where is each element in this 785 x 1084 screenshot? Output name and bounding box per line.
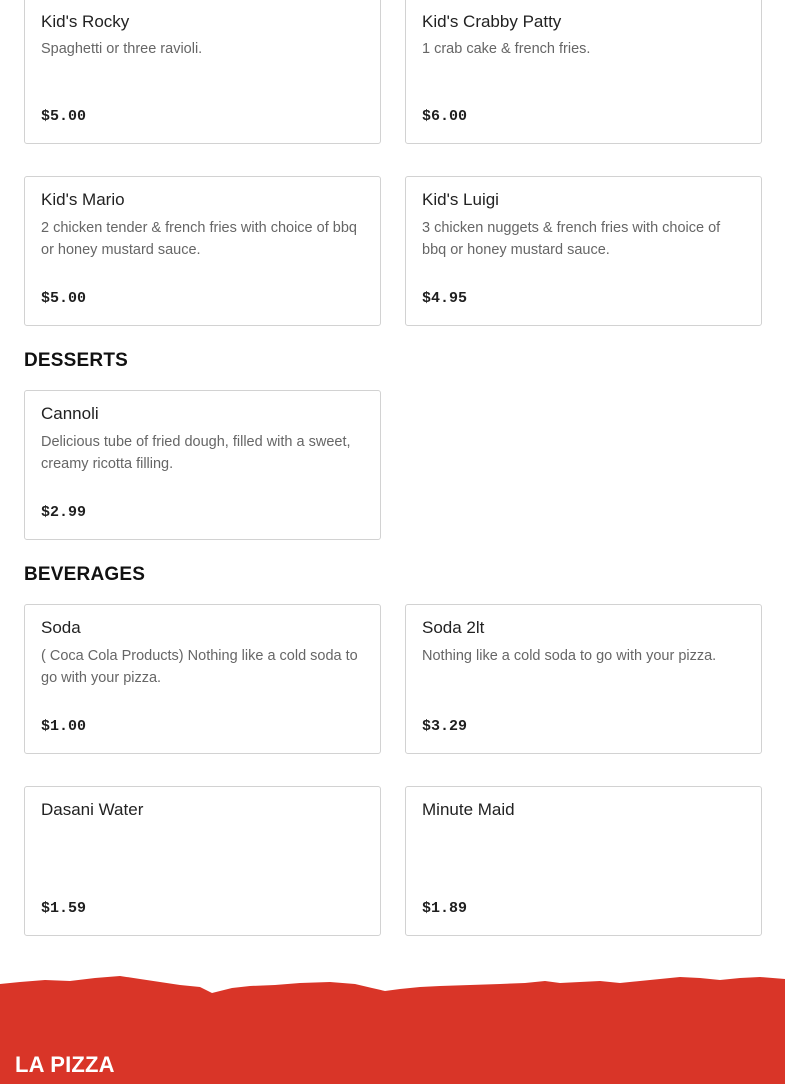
menu-item-card[interactable] bbox=[405, 176, 762, 326]
menu-item-card[interactable] bbox=[405, 786, 762, 936]
menu-item-name: Soda bbox=[41, 618, 81, 637]
section-title-desserts: DESSERTS bbox=[24, 350, 129, 371]
menu-item-card[interactable] bbox=[405, 0, 762, 144]
torn-edge-background bbox=[0, 968, 785, 1084]
menu-item-price: $1.00 bbox=[41, 718, 87, 735]
menu-item-price: $4.95 bbox=[422, 290, 468, 307]
menu-item-price: $6.00 bbox=[422, 108, 468, 125]
menu-item-name: Kid's Crabby Patty bbox=[422, 12, 562, 31]
menu-item-description: Spaghetti or three ravioli. bbox=[41, 41, 203, 57]
menu-item-name: Kid's Mario bbox=[41, 190, 125, 209]
site-footer bbox=[0, 968, 785, 1084]
menu-item-description: 2 chicken tender & french fries with choice of bbq or honey mustard sauce. bbox=[41, 220, 357, 258]
menu-item-price: $1.89 bbox=[422, 900, 468, 917]
menu-item-name: Minute Maid bbox=[422, 800, 515, 819]
menu-item-name: Dasani Water bbox=[41, 800, 144, 819]
menu-item-description: Nothing like a cold soda to go with your pizza. bbox=[422, 648, 717, 664]
footer-brand-logo[interactable]: LA PIZZA bbox=[15, 1052, 115, 1077]
menu-item-description: 1 crab cake & french fries. bbox=[422, 41, 591, 57]
menu-item-description: Delicious tube of fried dough, filled with a sweet, creamy ricotta filling. bbox=[41, 434, 351, 472]
menu-item-card[interactable] bbox=[24, 0, 381, 144]
menu-item-price: $2.99 bbox=[41, 504, 87, 521]
menu-item-price: $1.59 bbox=[41, 900, 87, 917]
menu-item-name: Kid's Luigi bbox=[422, 190, 499, 209]
menu-item-description: ( Coca Cola Products) Nothing like a cold soda to go with your pizza. bbox=[41, 648, 358, 686]
menu-item-card[interactable] bbox=[24, 604, 381, 754]
menu-item-card[interactable] bbox=[24, 390, 381, 540]
menu-item-name: Soda 2lt bbox=[422, 618, 485, 637]
menu-item-card[interactable] bbox=[24, 176, 381, 326]
menu-item-card[interactable] bbox=[24, 786, 381, 936]
menu-item-name: Cannoli bbox=[41, 404, 99, 423]
menu-item-name: Kid's Rocky bbox=[41, 12, 130, 31]
menu-item-description: 3 chicken nuggets & french fries with choice of bbq or honey mustard sauce. bbox=[422, 220, 721, 258]
menu-item-price: $3.29 bbox=[422, 718, 468, 735]
section-title-beverages: BEVERAGES bbox=[24, 564, 146, 585]
menu-item-price: $5.00 bbox=[41, 108, 87, 125]
menu-item-card[interactable] bbox=[405, 604, 762, 754]
menu-item-price: $5.00 bbox=[41, 290, 87, 307]
